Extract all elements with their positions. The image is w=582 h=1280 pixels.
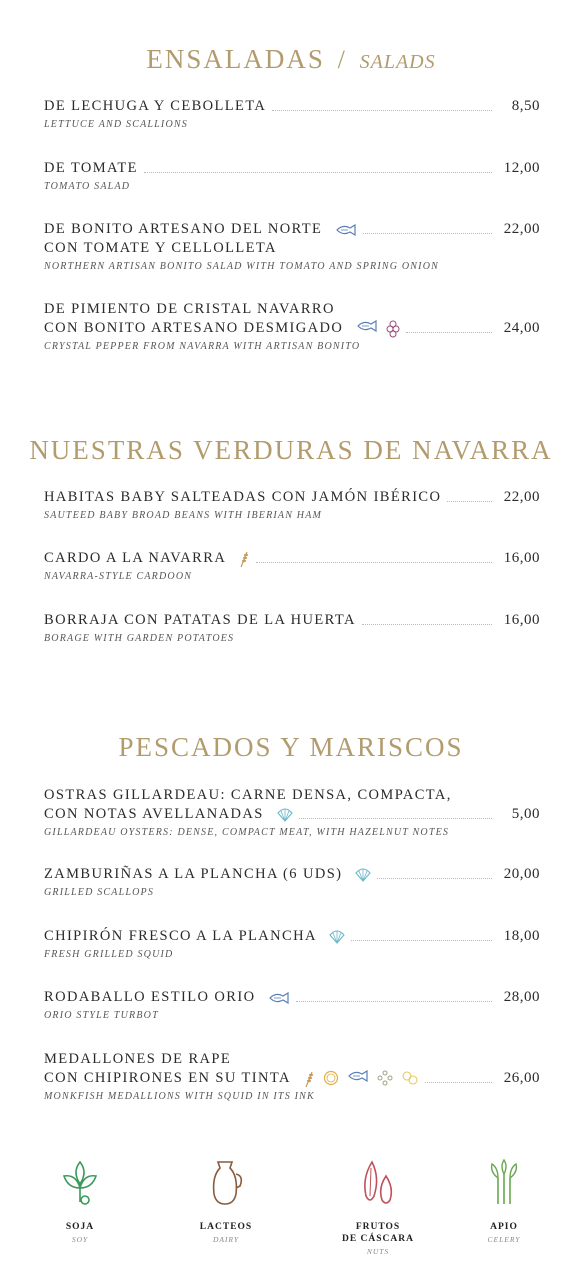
item-description: GRILLED SCALLOPS: [44, 887, 155, 898]
legend-sublabel: CELERY: [487, 1235, 521, 1244]
legend-label: APIO: [490, 1222, 518, 1232]
item-description: LETTUCE AND SCALLIONS: [44, 119, 188, 130]
sulphite-icon: [386, 320, 400, 338]
item-price: 24,00: [503, 320, 540, 336]
item-description: NORTHERN ARTISAN BONITO SALAD WITH TOMATO AND SPRING ONION: [44, 261, 439, 272]
item-description: SAUTEED BABY BROAD BEANS WITH IBERIAN HAM: [44, 510, 323, 521]
item-description: BORAGE WITH GARDEN POTATOES: [44, 633, 235, 644]
item-name: RODABALLO ESTILO ORIO: [44, 989, 256, 1005]
wheat-icon: [303, 1070, 315, 1088]
dot-leader: [272, 110, 492, 111]
item-price: 5,00: [511, 806, 540, 822]
legend-label: SOJA: [65, 1222, 95, 1232]
legend-sublabel: SOY: [71, 1235, 89, 1244]
allergen-legend: [0, 1158, 582, 1268]
legend-label: FRUTOS DE CÁSCARA: [341, 1222, 415, 1244]
section-title-text: NUESTRAS VERDURAS DE NAVARRA: [29, 435, 553, 465]
item-name: CARDO A LA NAVARRA: [44, 550, 226, 566]
item-name: DE TOMATE: [44, 160, 138, 176]
section-title-salads: [0, 44, 582, 75]
dot-leader: [425, 1082, 492, 1083]
section-subtitle: SALADS: [359, 51, 436, 73]
mustard-icon: [377, 1070, 393, 1086]
legend-item-soy: [20, 1158, 140, 1244]
item-price: 26,00: [503, 1070, 540, 1086]
dot-leader: [296, 1001, 492, 1002]
menu-item: [44, 549, 540, 582]
menu-item: [44, 159, 540, 192]
menu-item: [44, 988, 540, 1021]
legend-sublabel: DAIRY: [212, 1235, 240, 1244]
item-price: 28,00: [503, 989, 540, 1005]
item-description: TOMATO SALAD: [44, 181, 131, 192]
item-price: 18,00: [503, 928, 540, 944]
legend-label: LACTEOS: [199, 1222, 253, 1232]
menu-item: [44, 927, 540, 960]
fish-icon: [335, 224, 357, 236]
celery-icon: [482, 1158, 526, 1208]
item-name-line1: MEDALLONES DE RAPE: [44, 1051, 232, 1067]
shell-icon: [355, 868, 371, 882]
item-price: 12,00: [503, 160, 540, 176]
menu-item: [44, 1050, 540, 1102]
legend-item-dairy: [166, 1158, 286, 1244]
item-name: CHIPIRÓN FRESCO A LA PLANCHA: [44, 928, 317, 944]
menu-item: [44, 97, 540, 130]
menu-item: [44, 611, 540, 644]
section-title-vegetables: [0, 435, 582, 466]
dot-leader: [362, 624, 492, 625]
fish-icon: [356, 320, 378, 332]
wheat-icon: [238, 550, 250, 568]
menu-item: [44, 300, 540, 352]
item-name: CON NOTAS AVELLANADAS: [44, 806, 264, 822]
item-name: CON CHIPIRONES EN SU TINTA: [44, 1070, 291, 1086]
soy-icon: [58, 1158, 102, 1208]
menu-item: [44, 786, 540, 838]
item-description: NAVARRA-STYLE CARDOON: [44, 571, 193, 582]
item-price: 22,00: [503, 221, 540, 237]
dot-leader: [351, 940, 492, 941]
item-name: ZAMBURIÑAS A LA PLANCHA (6 UDS): [44, 866, 343, 882]
section-title-text: ENSALADAS: [146, 44, 325, 74]
title-separator: /: [337, 45, 347, 74]
dot-leader: [299, 818, 492, 819]
dot-leader: [447, 501, 492, 502]
item-description: ORIO STYLE TURBOT: [44, 1010, 159, 1021]
legend-sublabel: NUTS: [366, 1247, 390, 1256]
fish-icon: [268, 992, 290, 1004]
dairy-icon: [204, 1158, 248, 1208]
item-price: 16,00: [503, 550, 540, 566]
item-name: DE BONITO ARTESANO DEL NORTE: [44, 221, 323, 237]
shell-icon: [329, 930, 345, 944]
legend-item-nuts: [318, 1158, 438, 1256]
item-name: BORRAJA CON PATATAS DE LA HUERTA: [44, 612, 356, 628]
item-name: DE LECHUGA Y CEBOLLETA: [44, 98, 267, 114]
item-price: 8,50: [511, 98, 540, 114]
item-name-line1: OSTRAS GILLARDEAU: CARNE DENSA, COMPACTA,: [44, 787, 452, 803]
item-name: HABITAS BABY SALTEADAS CON JAMÓN IBÉRICO: [44, 489, 442, 505]
item-name: CON BONITO ARTESANO DESMIGADO: [44, 320, 344, 336]
dot-leader: [406, 332, 492, 333]
menu-item: [44, 488, 540, 521]
item-name-line2: CON TOMATE Y CELLOLLETA: [44, 240, 277, 256]
item-description: MONKFISH MEDALLIONS WITH SQUID IN ITS INK: [44, 1091, 315, 1102]
shell-icon: [277, 808, 293, 822]
item-name-line1: DE PIMIENTO DE CRISTAL NAVARRO: [44, 301, 335, 317]
egg-icon: [323, 1070, 339, 1086]
menu-item: [44, 220, 540, 272]
item-description: CRYSTAL PEPPER FROM NAVARRA WITH ARTISAN BONITO: [44, 341, 361, 352]
legend-item-celery: [444, 1158, 564, 1244]
dot-leader: [363, 233, 492, 234]
item-description: FRESH GRILLED SQUID: [44, 949, 174, 960]
dot-leader: [377, 878, 492, 879]
dot-leader: [144, 172, 492, 173]
section-title-text: PESCADOS Y MARISCOS: [118, 732, 464, 762]
fish-icon: [347, 1070, 369, 1082]
lupin-icon: [401, 1070, 419, 1086]
item-description: GILLARDEAU OYSTERS: DENSE, COMPACT MEAT, WITH HAZELNUT NOTES: [44, 827, 450, 838]
item-price: 22,00: [503, 489, 540, 505]
dot-leader: [256, 562, 492, 563]
nuts-icon: [356, 1158, 400, 1208]
menu-item: [44, 865, 540, 898]
item-price: 20,00: [503, 866, 540, 882]
section-title-fish: [0, 732, 582, 763]
item-price: 16,00: [503, 612, 540, 628]
